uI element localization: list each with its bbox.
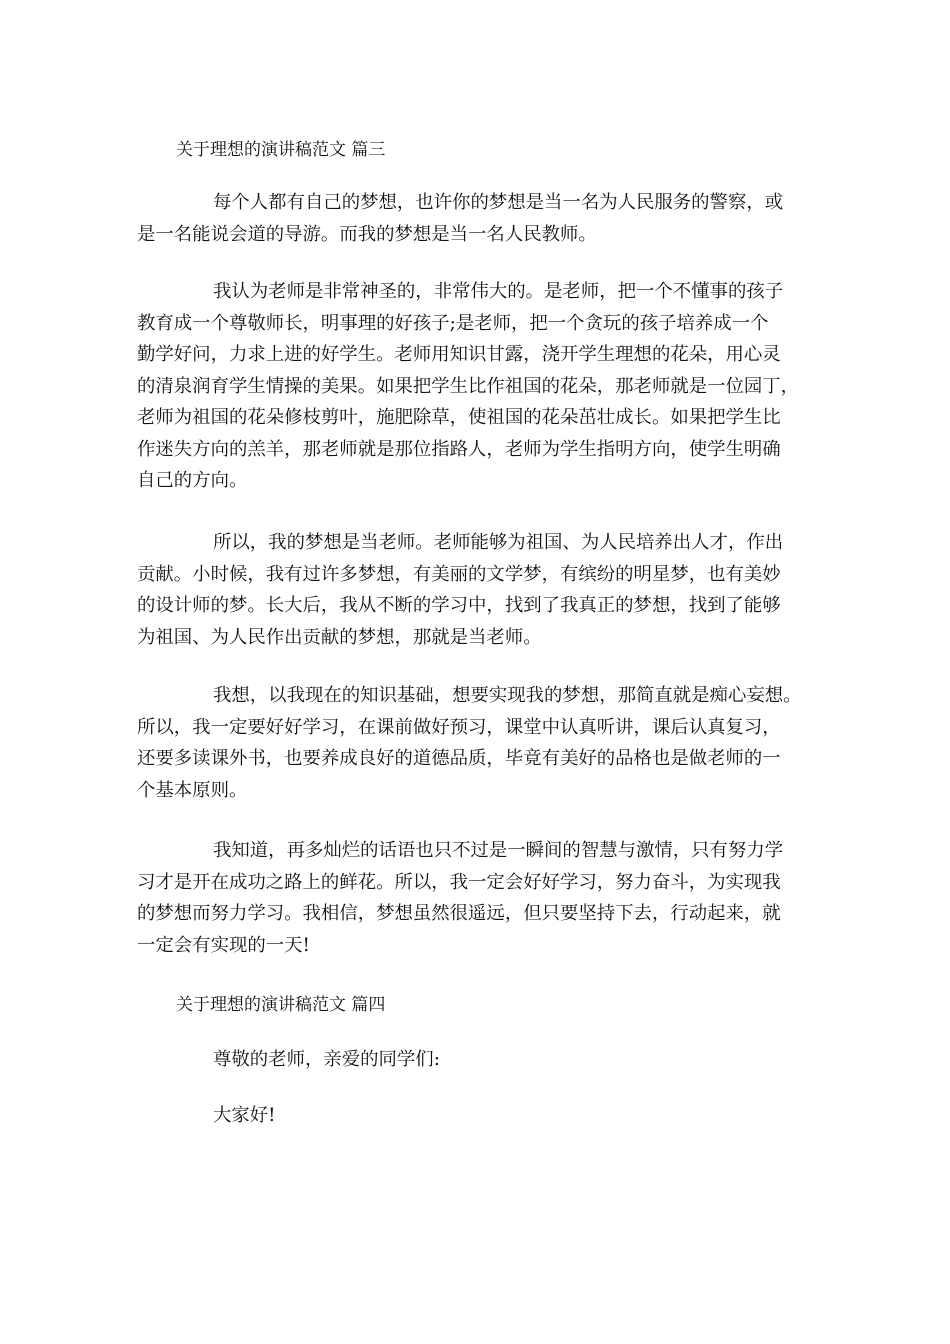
- text-line: 一定会有实现的一天!: [137, 934, 310, 956]
- paragraph-3-5: [137, 835, 812, 961]
- paragraph-4-2: [137, 1100, 812, 1132]
- text-line: 贡献。小时候，我有过许多梦想，有美丽的文学梦，有缤纷的明星梦，也有美妙: [137, 563, 781, 585]
- text-line: 大家好!: [213, 1105, 276, 1126]
- text-line: 勤学好问，力求上进的好学生。老师用知识甘露，浇开学生理想的花朵，用心灵: [137, 344, 781, 365]
- section-heading-4: 关于理想的演讲稿范文 篇四: [176, 995, 386, 1015]
- text-line: 为祖国、为人民作出贡献的梦想，那就是当老师。: [137, 626, 542, 648]
- text-line: 教育成一个尊敬师长，明事理的好孩子;是老师，把一个贪玩的孩子培养成一个: [137, 312, 769, 334]
- text-line: 作迷失方向的羔羊，那老师就是那位指路人，老师为学生指明方向，使学生明确: [137, 438, 781, 460]
- text-line: 老师为祖国的花朵修枝剪叶，施肥除草，使祖国的花朵茁壮成长。如果把学生比: [137, 407, 781, 428]
- text-line: 尊敬的老师，亲爱的同学们:: [213, 1049, 440, 1070]
- text-line: 我认为老师是非常神圣的，非常伟大的。是老师，把一个不懂事的孩子: [213, 281, 784, 302]
- text-line: 所以，我的梦想是当老师。老师能够为祖国、为人民培养出人才，作出: [213, 532, 784, 553]
- paragraph-3-1: [137, 187, 812, 250]
- text-line: 自己的方向。: [137, 470, 248, 491]
- text-line: 每个人都有自己的梦想，也许你的梦想是当一名为人民服务的警察，或: [213, 192, 784, 213]
- paragraph-3-4: [137, 680, 812, 806]
- text-line: 所以，我一定要好好学习，在课前做好预习，课堂中认真听讲，课后认真复习，: [137, 716, 781, 738]
- text-line: 我想，以我现在的知识基础，想要实现我的梦想，那简直就是痴心妄想。: [213, 685, 802, 706]
- paragraph-4-1: [137, 1044, 812, 1076]
- paragraph-3-3: [137, 527, 812, 653]
- text-line: 的设计师的梦。长大后，我从不断的学习中，找到了我真正的梦想，找到了能够: [137, 595, 781, 616]
- text-line: 的梦想而努力学习。我相信，梦想虽然很遥远，但只要坚持下去，行动起来，就: [137, 903, 781, 924]
- text-line: 的清泉润育学生情操的美果。如果把学生比作祖国的花朵，那老师就是一位园丁，: [137, 375, 800, 397]
- paragraph-3-2: [137, 276, 812, 497]
- section-heading-3: 关于理想的演讲稿范文 篇三: [176, 140, 386, 160]
- text-line: 是一名能说会道的导游。而我的梦想是当一名人民教师。: [137, 223, 597, 245]
- text-line: 我知道，再多灿烂的话语也只不过是一瞬间的智慧与激情，只有努力学: [213, 840, 784, 861]
- text-line: 还要多读课外书，也要养成良好的道德品质，毕竟有美好的品格也是做老师的一: [137, 748, 781, 769]
- text-line: 个基本原则。: [137, 779, 248, 801]
- text-line: 习才是开在成功之路上的鲜花。所以，我一定会好好学习，努力奋斗，为实现我: [137, 871, 781, 893]
